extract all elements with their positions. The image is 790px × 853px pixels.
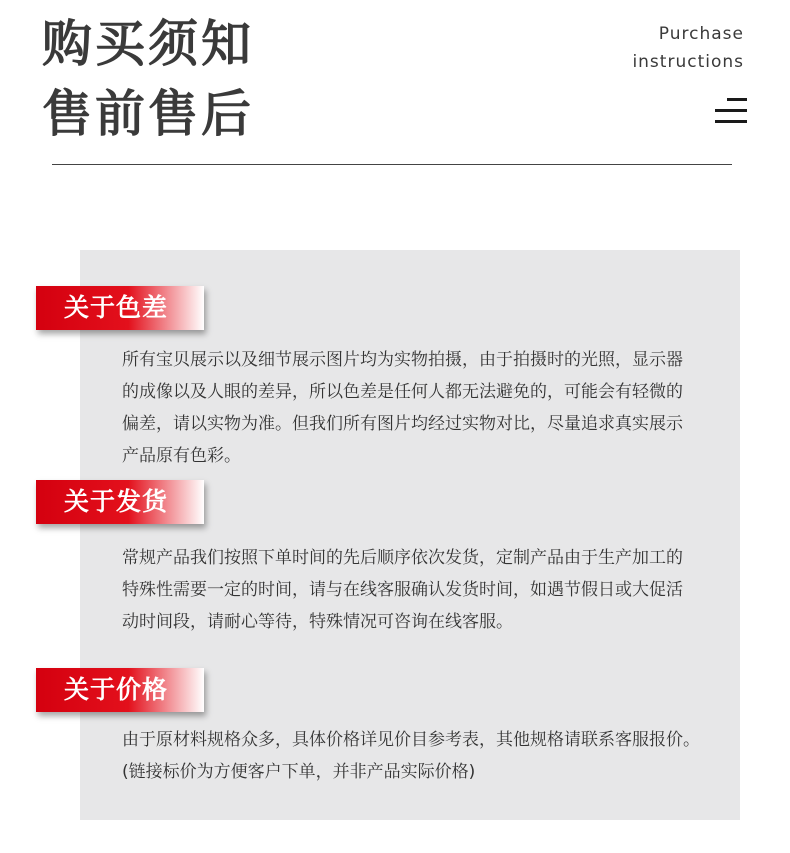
section-tag-label: 关于色差 bbox=[64, 293, 169, 322]
section-tag-label: 关于价格 bbox=[64, 675, 169, 704]
section-tag-price bbox=[36, 668, 204, 712]
paragraph-line: 常规产品我们按照下单时间的先后顺序依次发货，定制产品由于生产加工的 bbox=[122, 548, 683, 568]
section-text-color-difference bbox=[122, 344, 726, 472]
menu-icon bbox=[713, 98, 747, 124]
page-title-line-1: 购买须知 bbox=[42, 15, 254, 73]
paragraph-line: 产品原有色彩。 bbox=[122, 446, 241, 466]
english-subtitle-line-1: Purchase bbox=[658, 24, 744, 44]
header-divider bbox=[52, 164, 732, 165]
section-text-price bbox=[122, 724, 726, 788]
paragraph-line: 的成像以及人眼的差异，所以色差是任何人都无法避免的，可能会有轻微的 bbox=[122, 382, 683, 402]
paragraph-line: (链接标价为方便客户下单，并非产品实际价格) bbox=[122, 762, 476, 782]
paragraph-line: 由于原材料规格众多，具体价格详见价目参考表，其他规格请联系客服报价。 bbox=[122, 730, 700, 750]
paragraph-line: 偏差，请以实物为准。但我们所有图片均经过实物对比，尽量追求真实展示 bbox=[122, 414, 683, 434]
section-tag-label: 关于发货 bbox=[64, 487, 169, 516]
section-tag-shipping bbox=[36, 480, 204, 524]
section-text-shipping bbox=[122, 542, 726, 638]
paragraph-line: 特殊性需要一定的时间，请与在线客服确认发货时间，如遇节假日或大促活 bbox=[122, 580, 683, 600]
paragraph-line: 动时间段，请耐心等待，特殊情况可咨询在线客服。 bbox=[122, 612, 513, 632]
english-subtitle-line-2: instructions bbox=[632, 52, 744, 72]
paragraph-line: 所有宝贝展示以及细节展示图片均为实物拍摄，由于拍摄时的光照，显示器 bbox=[122, 350, 683, 370]
page-title-line-2: 售前售后 bbox=[42, 85, 254, 143]
section-tag-color-difference bbox=[36, 286, 204, 330]
